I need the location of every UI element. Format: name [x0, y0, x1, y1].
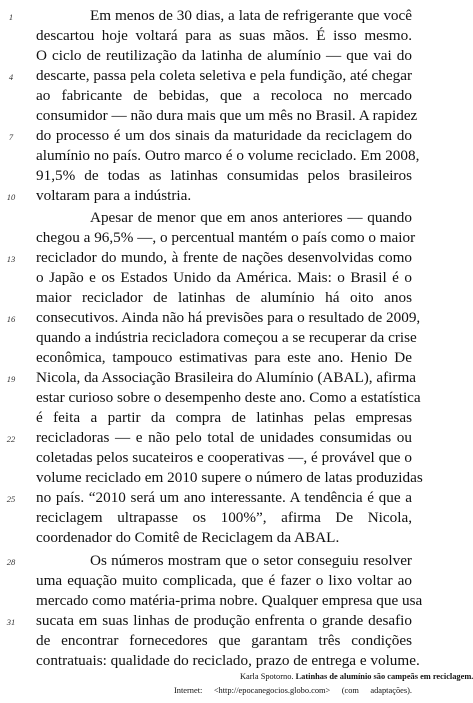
- line-number: 1: [8, 12, 14, 22]
- text-line: é feita a partir da compra de latinhas pelas empresas: [36, 409, 412, 426]
- text-line: estar curioso sobre o desempenho deste ano. Como a estatística: [36, 389, 421, 406]
- text-line: coletadas pelos sucateiros e cooperativas —, é provável que o: [36, 449, 412, 466]
- text-line: chegou a 96,5% —, o percentual mantém o país como o maior: [36, 229, 416, 246]
- text-line: coordenador do Comitê de Reciclagem da ABAL.: [36, 529, 340, 546]
- text-line: Nicola, da Associação Brasileira do Alumínio (ABAL), afirma: [36, 369, 417, 386]
- text-line: maior reciclador de latinhas de alumínio há oito anos: [36, 289, 412, 306]
- line-number: 7: [8, 132, 14, 142]
- source-title: Latinhas de alumínio são campeãs em reciclagem.: [295, 672, 473, 681]
- text-line: mercado como matéria-prima nobre. Qualquer empresa que usa: [36, 592, 423, 609]
- line-number: 25: [6, 494, 16, 504]
- text-line: reciclagem ultrapasse os 100%”, afirma De Nicola,: [36, 509, 412, 526]
- text-line: sucata em suas linhas de produção enfrenta o grande desafio: [36, 612, 412, 629]
- text-line: ao fabricante de bebidas, que a recoloca no mercado: [36, 87, 412, 104]
- text-line: voltaram para a indústria.: [36, 187, 192, 204]
- text-line: recicladoras — e não pelo total de unidades consumidas ou: [36, 429, 412, 446]
- line-number: 4: [8, 72, 14, 82]
- text-line: no país. “2010 será um ano interessante. A tendência é que a: [36, 489, 412, 506]
- text-line: o Japão e os Estados Unido da América. Mais: o Brasil é o: [36, 269, 412, 286]
- text-line: do processo é um dos sinais da maturidade da reciclagem do: [36, 127, 412, 144]
- source-citation: [240, 672, 473, 681]
- text-line: reciclador do mundo, à frente de nações desenvolvidas como: [36, 249, 412, 266]
- text-line: descartou hoje voltará para as suas mãos. É isso mesmo.: [36, 27, 412, 44]
- text-line: uma equação muito complicada, que é fazer o lixo voltar ao: [36, 572, 412, 589]
- text-line: Em menos de 30 dias, a lata de refrigerante que você: [90, 7, 412, 24]
- text-line: consumidor — não dura mais que um mês no Brasil. A rapidez: [36, 107, 418, 124]
- text-line: Os números mostram que o setor conseguiu resolver: [90, 552, 412, 569]
- line-number: 13: [6, 254, 16, 264]
- line-number: 10: [6, 192, 16, 202]
- text-line: descarte, passa pela coleta seletiva e pela fundição, até chegar: [36, 67, 412, 84]
- line-number: 31: [6, 617, 16, 627]
- line-number: 16: [6, 314, 16, 324]
- source-author: Karla Spotorno.: [240, 672, 294, 681]
- text-line: volume reciclado em 2010 supere o número de latas produzidas: [36, 469, 423, 486]
- line-number: 28: [6, 557, 16, 567]
- line-number: 22: [6, 434, 16, 444]
- source-url-line: Internet: <http://epocanegocios.globo.com> (com adaptações).: [174, 686, 412, 695]
- text-line: Apesar de menor que em anos anteriores — quando: [90, 209, 412, 226]
- line-number: 19: [6, 374, 16, 384]
- text-line: econômica, tampouco estimativas para este ano. Henio De: [36, 349, 412, 366]
- text-line: O ciclo de reutilização da latinha de alumínio — que vai do: [36, 47, 412, 64]
- text-line: de encontrar fornecedores que garantam três condições: [36, 632, 412, 649]
- text-line: 91,5% de todas as latinhas consumidas pelos brasileiros: [36, 167, 412, 184]
- text-line: consecutivos. Ainda não há previsões para o resultado de 2009,: [36, 309, 421, 326]
- text-line: alumínio no país. Outro marco é o volume reciclado. Em 2008,: [36, 147, 420, 164]
- text-line: contratuais: qualidade do reciclado, prazo de entrega e volume.: [36, 652, 420, 669]
- text-line: quando a indústria recicladora começou a se recuperar da crise: [36, 329, 417, 346]
